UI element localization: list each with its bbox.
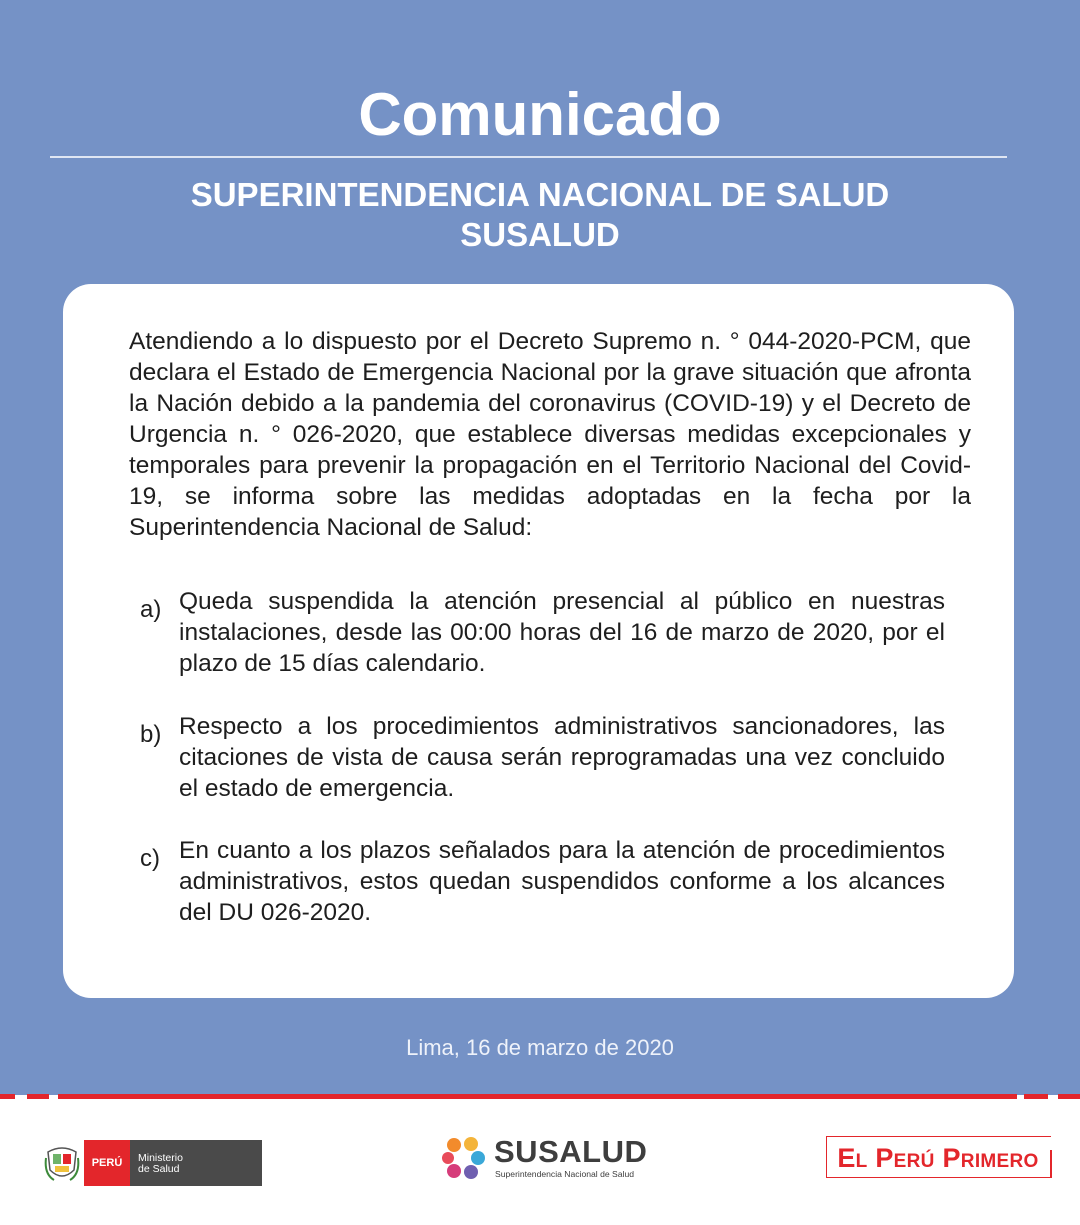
red-divider <box>58 1094 1017 1099</box>
title-divider <box>50 156 1007 158</box>
date-line: Lima, 16 de marzo de 2020 <box>406 1035 674 1060</box>
list-item-text: Queda suspendida la atención presencial al público en nuestras instalaciones, desde las 00:00 horas del 16 de marzo de 2020, por el plazo de 15 días calendario. <box>179 588 945 677</box>
list-marker: b) <box>140 721 162 748</box>
list-item-text: Respecto a los procedimientos administrativos sancionadores, las citaciones de vista de causa serán reprogramadas una vez concluido el estado de emergencia. <box>179 713 945 802</box>
page-title: Comunicado <box>358 81 722 148</box>
ministerio-line1: Ministerio <box>138 1152 183 1164</box>
minsa-logo <box>44 1140 262 1186</box>
el-peru-primero-logo <box>826 1136 1052 1178</box>
organization-heading <box>0 175 1080 255</box>
slogan-text: El Perú Primero <box>837 1143 1039 1173</box>
red-dash <box>27 1094 49 1099</box>
red-dash <box>1058 1094 1080 1099</box>
organization-acronym: SUSALUD <box>460 216 620 253</box>
peru-label: PERÚ <box>84 1140 130 1186</box>
list-marker: c) <box>140 845 160 872</box>
organization-name: SUPERINTENDENCIA NACIONAL DE SALUD <box>190 176 890 213</box>
ministerio-line2: de Salud <box>138 1163 180 1175</box>
list-item-text: En cuanto a los plazos señalados para la atención de procedimientos administrativos, estos quedan suspendidos conforme a los alcances del DU 026-2020. <box>179 837 945 926</box>
red-dash <box>1024 1094 1048 1099</box>
susalud-subtitle: Superintendencia Nacional de Salud <box>495 1169 635 1179</box>
announcement-card <box>63 284 1014 998</box>
flower-icon <box>442 1136 486 1180</box>
red-dash <box>0 1094 15 1099</box>
susalud-logo <box>442 1136 652 1184</box>
susalud-wordmark: SUSALUD <box>494 1134 648 1169</box>
coat-of-arms-icon <box>44 1144 80 1184</box>
slogan-frame-right <box>1050 1150 1052 1178</box>
list-marker: a) <box>140 596 162 623</box>
ministerio-label <box>130 1140 262 1186</box>
intro-paragraph: Atendiendo a lo dispuesto por el Decreto Supremo n. ° 044-2020-PCM, que declara el Estado de Emergencia Nacional por la grave situación que afronta la Nación debido a la pandemia del coronavirus (COVID-19) y el Decreto de Urgencia n. ° 026-2020, que establece diversas medidas excepcionales y temporales para prevenir la propagación en el Territorio Nacional del Covid-19, se informa sobre las medidas adoptadas en la fecha por la Superintendencia Nacional de Salud: <box>129 328 971 541</box>
